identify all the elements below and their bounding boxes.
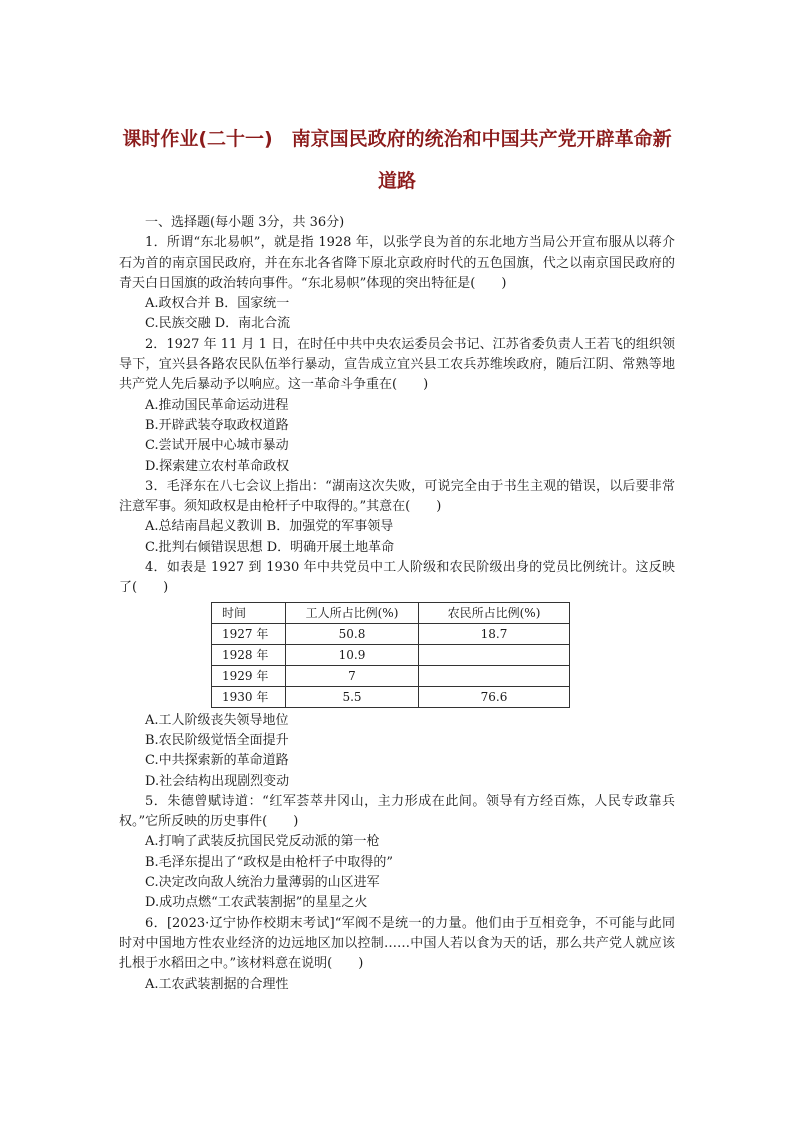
section-heading: 一、选择题(每小题 3分，共 36分) xyxy=(145,215,345,230)
table-row xyxy=(212,686,570,707)
table-cell xyxy=(419,665,570,686)
question-1-options-cd: C.民族交融 D．南北合流 xyxy=(145,316,291,332)
question-6-stem: 6．[2023·辽宁协作校期末考试]“军阀不是统一的力量。他们由于互相竞争，不可能与此同时对中国地方性农业经济的边远地区加以控制……中国人若以食为天的话，那么共产党人就应该扎根于水稻田之中。”该材料意在说明( ) xyxy=(119,915,675,972)
question-2-option-a: A.推动国民革命运动进程 xyxy=(145,397,289,413)
question-2-stem: 2．1927 年 11 月 1 日，在时任中共中央农运委员会书记、江苏省委负责人王若飞的组织领导下，宜兴县各路农民队伍举行暴动，宣告成立宜兴县工农兵苏维埃政府，随后江阴、常熟等地共产党人先后暴动予以响应。这一革命斗争重在( ) xyxy=(119,336,675,393)
question-4-option-c: C.中共探索新的革命道路 xyxy=(145,753,289,769)
question-5-option-d: D.成功点燃“工农武装割据”的星星之火 xyxy=(145,895,368,911)
question-5-stem: 5．朱德曾赋诗道：“红军荟萃井冈山，主力形成在此间。领导有方经百炼，人民专政靠兵权。”它所反映的历史事件( ) xyxy=(119,793,675,830)
page-title: 课时作业(二十一) 南京国民政府的统治和中国共产党开辟革命新 xyxy=(122,128,672,150)
table-cell: 1929 年 xyxy=(212,665,286,686)
question-2-option-d: D.探索建立农村革命政权 xyxy=(145,458,290,474)
table-header-row xyxy=(212,602,570,623)
question-1-stem: 1．所谓“东北易帜”，就是指 1928 年，以张学良为首的东北地方当局公开宣布服从以蒋介石为首的南京国民政府，并在东北各省降下原北京政府时代的五色国旗，代之以南京国民政府的青天白日国旗的政治转向事件。“东北易帜”体现的突出特征是( ) xyxy=(119,235,675,291)
question-5-option-c: C.决定改向敌人统治力量薄弱的山区进军 xyxy=(145,875,380,891)
table-cell xyxy=(419,644,570,665)
table-row xyxy=(212,665,570,686)
party-member-ratio-table xyxy=(211,602,570,708)
table-header-cell: 时间 xyxy=(212,602,286,623)
table-cell: 5.5 xyxy=(286,686,419,707)
question-5-option-b: B.毛泽东提出了“政权是由枪杆子中取得的” xyxy=(145,854,393,870)
question-6-option-a: A.工农武装割据的合理性 xyxy=(145,976,289,992)
question-3-options-ab: A.总结南昌起义教训 B．加强党的军事领导 xyxy=(145,519,394,535)
question-1-options-ab: A.政权合并 B．国家统一 xyxy=(145,296,290,312)
table-cell: 1930 年 xyxy=(212,686,286,707)
question-2-option-c: C.尝试开展中心城市暴动 xyxy=(145,438,289,454)
table-header-cell: 农民所占比例(%) xyxy=(419,602,570,623)
table-cell: 50.8 xyxy=(286,623,419,644)
question-4-stem: 4．如表是 1927 到 1930 年中共党员中工人阶级和农民阶级出身的党员比例统计。这反映了( ) xyxy=(119,560,675,596)
table-row xyxy=(212,644,570,665)
table-cell: 18.7 xyxy=(419,623,570,644)
table-header-cell: 工人所占比例(%) xyxy=(286,602,419,623)
page-title-continued: 道路 xyxy=(377,170,416,192)
question-5-option-a: A.打响了武装反抗国民党反动派的第一枪 xyxy=(145,834,380,850)
table-row xyxy=(212,623,570,644)
table-cell: 76.6 xyxy=(419,686,570,707)
table-cell: 1928 年 xyxy=(212,644,286,665)
question-2-option-b: B.开辟武装夺取政权道路 xyxy=(145,417,289,433)
table-cell: 10.9 xyxy=(286,644,419,665)
question-4-option-b: B.农民阶级觉悟全面提升 xyxy=(145,732,289,748)
question-4-option-d: D.社会结构出现剧烈变动 xyxy=(145,773,290,789)
table-cell: 7 xyxy=(286,665,419,686)
question-4-option-a: A.工人阶级丧失领导地位 xyxy=(145,712,289,728)
table-cell: 1927 年 xyxy=(212,623,286,644)
question-3-stem: 3．毛泽东在八七会议上指出：“湖南这次失败，可说完全由于书生主观的错误，以后要非常注意军事。须知政权是由枪杆子中取得的。”其意在( ) xyxy=(119,478,675,515)
question-3-options-cd: C.批判右倾错误思想 D．明确开展土地革命 xyxy=(145,539,395,555)
question-body xyxy=(119,213,675,995)
